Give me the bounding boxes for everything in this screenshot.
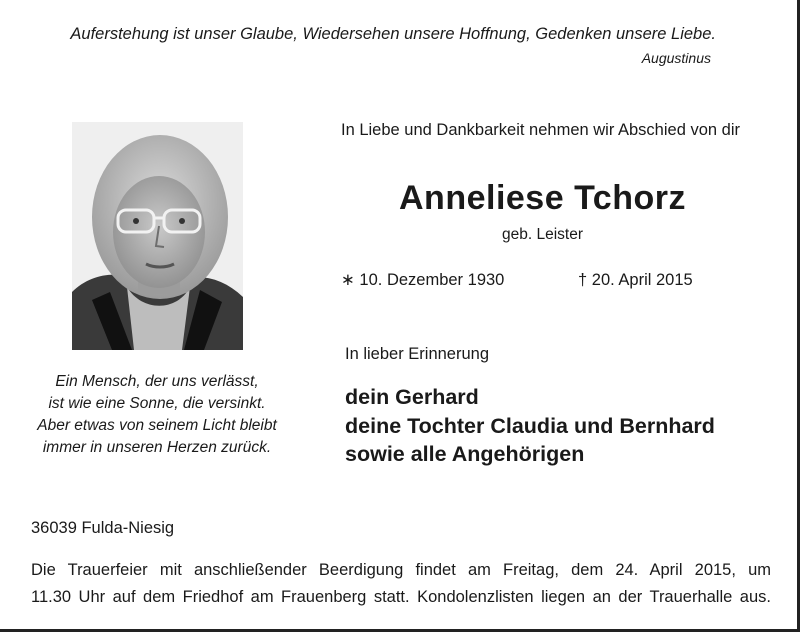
death-date-text: 20. April 2015 — [591, 271, 693, 289]
mourner-line: sowie alle Angehörigen — [345, 442, 585, 466]
birth-date-text: 10. Dezember 1930 — [359, 271, 505, 289]
mourner-line: deine Tochter Claudia und Bernhard — [345, 413, 715, 438]
poem-line: Aber etwas von seinem Licht bleibt — [37, 417, 277, 434]
poem-line: Ein Mensch, der uns verlässt, — [55, 373, 259, 390]
birth-date — [341, 267, 504, 293]
portrait-photo-icon — [72, 122, 243, 350]
portrait-photo — [72, 122, 243, 350]
death-date — [578, 267, 693, 293]
header-quote: Auferstehung ist unser Glaube, Wiedersehen unsere Hoffnung, Gedenken unsere Liebe. — [70, 25, 716, 43]
place-of-residence: 36039 Fulda-Niesig — [31, 519, 175, 537]
quote-author: Augustinus — [641, 50, 711, 66]
deceased-name: Anneliese Tchorz — [399, 179, 686, 217]
notice-line: 11.30 Uhr auf dem Friedhof am Frauenberg statt. Kondolenzlisten liegen an der Trauerhalle aus. — [31, 588, 771, 606]
birth-symbol-icon: ∗ — [341, 271, 355, 289]
cross-icon: † — [578, 271, 588, 289]
funeral-notice — [31, 557, 771, 611]
birth-name: geb. Leister — [502, 226, 583, 243]
mourners-list — [345, 383, 790, 469]
poem-line: ist wie eine Sonne, die versinkt. — [48, 395, 266, 412]
poem-line: immer in unseren Herzen zurück. — [42, 439, 272, 456]
mourner-line: dein Gerhard — [345, 385, 479, 409]
farewell-line: In Liebe und Dankbarkeit nehmen wir Abschied von dir — [341, 121, 740, 139]
memory-label: In lieber Erinnerung — [345, 345, 490, 363]
notice-line: Die Trauerfeier mit anschließender Beerdigung findet am Freitag, dem 24. April 2015, um — [31, 561, 771, 579]
poem — [20, 371, 294, 459]
